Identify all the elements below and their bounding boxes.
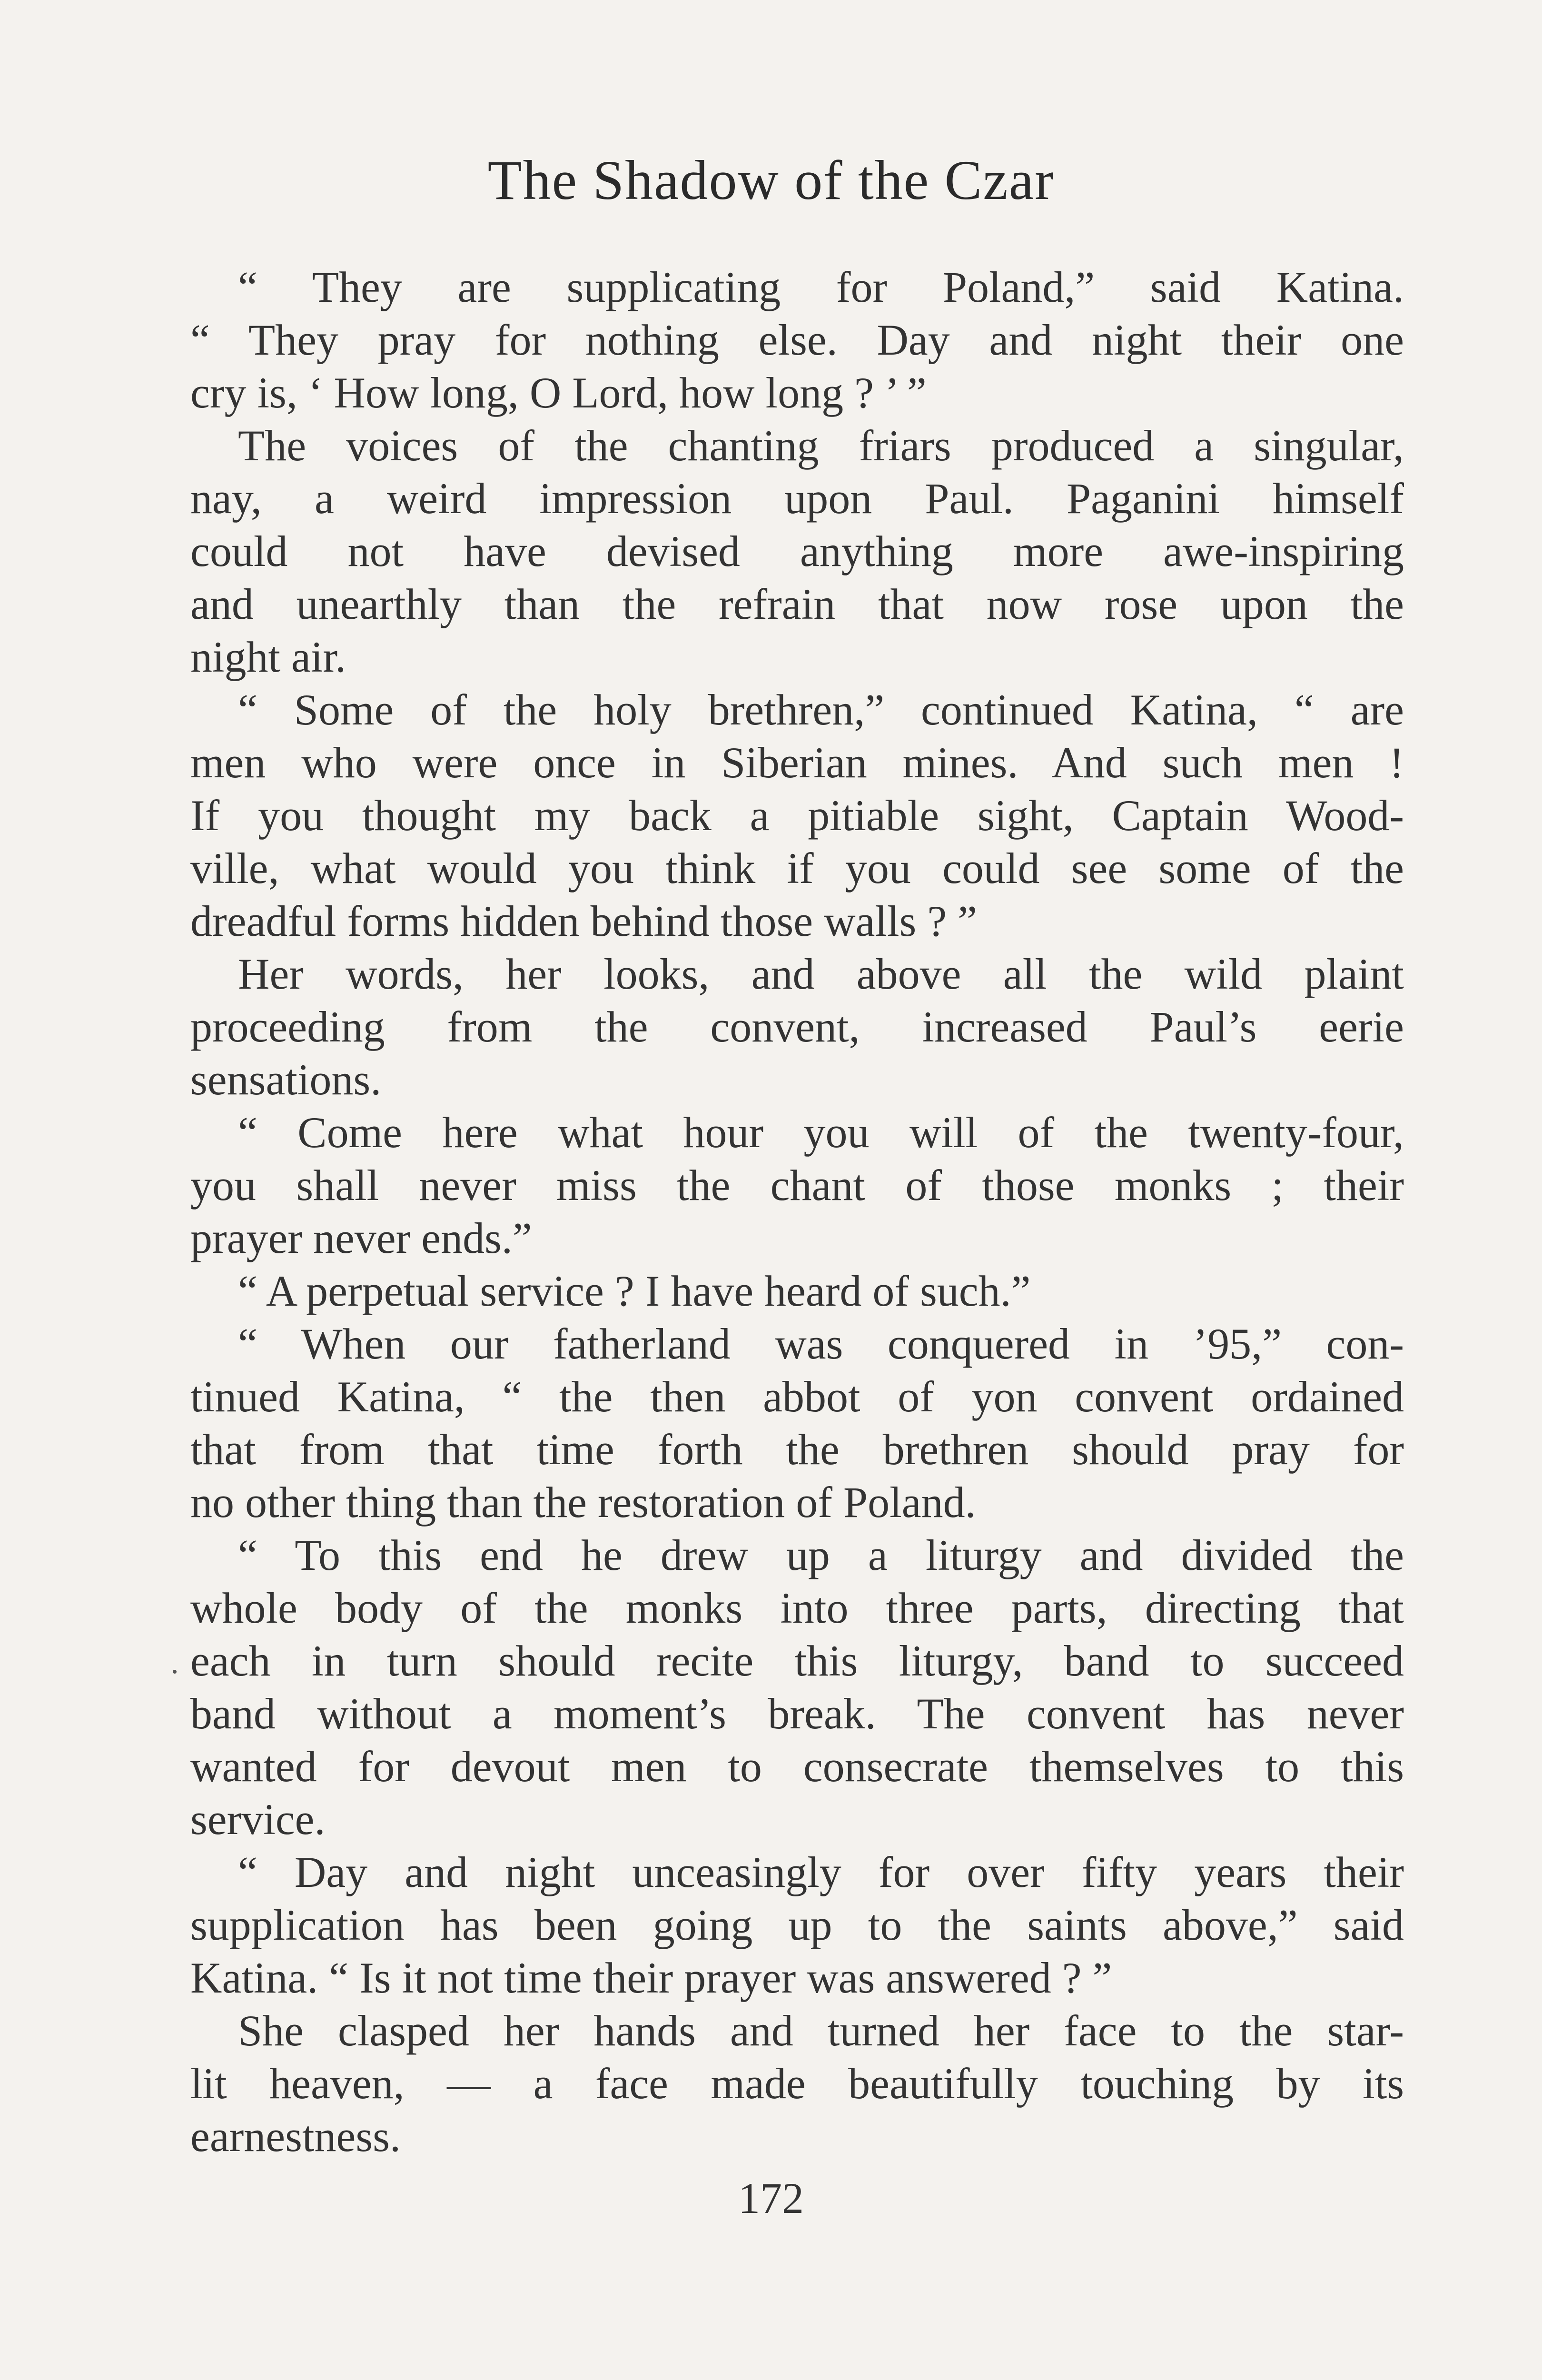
text-line: “ A perpetual service ? I have heard of such.” [238, 1267, 1031, 1315]
text-line: “ Day and night unceasingly for over fifty years their [238, 1848, 1404, 1896]
text-line: supplication has been going up to the saints above,” said [190, 1901, 1404, 1949]
text-line: proceeding from the convent, increased Paul’s eerie [190, 1002, 1404, 1051]
text-line: service. [190, 1795, 326, 1844]
text-line: Her words, her looks, and above all the wild plaint [238, 950, 1404, 998]
text-line: “ To this end he drew up a liturgy and divided the [238, 1531, 1404, 1579]
text-line: could not have devised anything more awe-inspiring [190, 527, 1404, 575]
text-line: dreadful forms hidden behind those walls ? ” [190, 897, 977, 945]
text-line: prayer never ends.” [190, 1214, 532, 1262]
text-line: band without a moment’s break. The convent has never [190, 1689, 1404, 1738]
text-line: earnestness. [190, 2112, 401, 2161]
text-line: If you thought my back a pitiable sight, Captain Wood- [190, 791, 1404, 840]
text-line: whole body of the monks into three parts, directing that [190, 1584, 1404, 1632]
running-head: The Shadow of the Czar [487, 149, 1055, 211]
text-line: cry is, ‘ How long, O Lord, how long ? ’ ” [190, 368, 927, 417]
text-line: nay, a weird impression upon Paul. Paganini himself [190, 474, 1404, 523]
text-line: men who were once in Siberian mines. And such men ! [190, 738, 1404, 787]
text-line: Katina. “ Is it not time their prayer was answered ? ” [190, 1954, 1112, 2002]
text-line: that from that time forth the brethren should pray for [190, 1425, 1404, 1474]
text-line: each in turn should recite this liturgy, band to succeed [190, 1636, 1404, 1685]
text-line: She clasped her hands and turned her face to the star- [238, 2006, 1404, 2055]
text-line: you shall never miss the chant of those monks ; their [190, 1161, 1404, 1210]
text-line: and unearthly than the refrain that now rose upon the [190, 580, 1404, 628]
text-line: tinued Katina, “ the then abbot of yon convent ordained [190, 1372, 1404, 1421]
text-line: The voices of the chanting friars produced a singular, [238, 421, 1404, 470]
text-line: ville, what would you think if you could see some of the [190, 844, 1404, 892]
margin-speck [173, 1670, 177, 1674]
text-line: “ They are supplicating for Poland,” said Katina. [238, 263, 1404, 311]
text-line: “ Some of the holy brethren,” continued Katina, “ are [238, 685, 1404, 734]
text-line: “ When our fatherland was conquered in ’95,” con- [238, 1319, 1404, 1368]
text-line: lit heaven, — a face made beautifully touching by its [190, 2059, 1404, 2108]
text-line: “ They pray for nothing else. Day and night their one [190, 316, 1404, 364]
text-line: night air. [190, 633, 346, 681]
text-line: “ Come here what hour you will of the twenty-four, [238, 1108, 1404, 1157]
text-line: no other thing than the restoration of Poland. [190, 1478, 976, 1527]
text-line: wanted for devout men to consecrate themselves to this [190, 1742, 1404, 1791]
body-text [190, 261, 1404, 2163]
page-number: 172 [738, 2174, 804, 2222]
text-line: sensations. [190, 1055, 382, 1104]
